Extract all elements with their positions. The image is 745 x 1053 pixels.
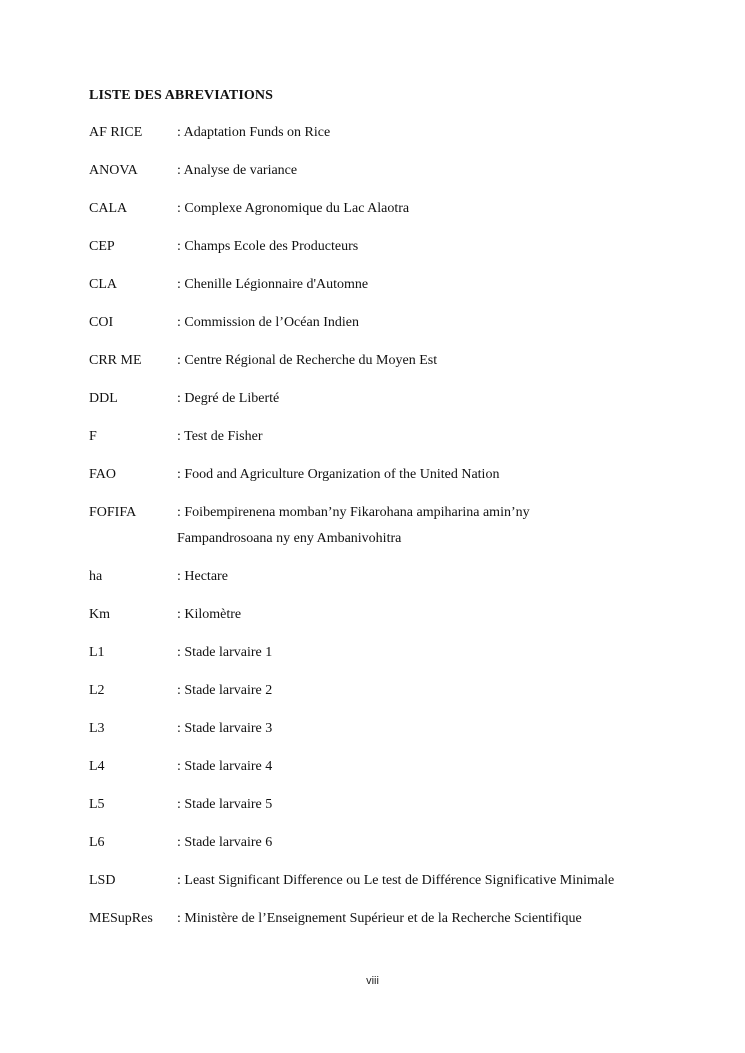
abbreviation-entry bbox=[89, 830, 709, 856]
abbreviation-term: Km bbox=[89, 607, 110, 622]
abbreviation-entry bbox=[89, 424, 709, 450]
abbreviation-entry bbox=[89, 196, 709, 222]
abbreviation-entry bbox=[89, 906, 709, 932]
abbreviation-term: COI bbox=[89, 315, 114, 330]
abbreviation-entry bbox=[89, 462, 709, 488]
abbreviation-entry bbox=[89, 272, 709, 298]
abbreviation-entry bbox=[89, 868, 709, 894]
abbreviation-term: FAO bbox=[89, 467, 116, 482]
abbreviation-term: L4 bbox=[89, 759, 105, 774]
abbreviation-term: CALA bbox=[89, 201, 128, 216]
abbreviation-term: LSD bbox=[89, 873, 116, 888]
abbreviation-definition: : Ministère de l’Enseignement Supérieur et de la Recherche Scientifique bbox=[177, 911, 582, 926]
abbreviation-term: DDL bbox=[89, 391, 118, 406]
abbreviation-definition: : Food and Agriculture Organization of the United Nation bbox=[177, 467, 500, 482]
abbreviation-entry bbox=[89, 678, 709, 704]
abbreviation-definition: : Hectare bbox=[177, 569, 228, 584]
abbreviation-entry bbox=[89, 158, 709, 184]
abbreviation-entry bbox=[89, 716, 709, 742]
abbreviation-entry bbox=[89, 500, 709, 552]
abbreviation-definition: : Stade larvaire 4 bbox=[177, 759, 273, 774]
abbreviation-entry bbox=[89, 792, 709, 818]
abbreviation-term: CLA bbox=[89, 277, 117, 292]
abbreviation-list bbox=[89, 120, 709, 932]
section-heading: LISTE DES ABREVIATIONS bbox=[89, 88, 274, 103]
abbreviation-definition: : Stade larvaire 5 bbox=[177, 797, 273, 812]
abbreviation-term: MESupRes bbox=[89, 911, 153, 926]
abbreviation-term: AF RICE bbox=[89, 125, 143, 140]
abbreviation-definition: : Stade larvaire 1 bbox=[177, 645, 273, 660]
abbreviation-term: L5 bbox=[89, 797, 105, 812]
abbreviation-term: CRR ME bbox=[89, 353, 142, 368]
abbreviation-term: ANOVA bbox=[89, 163, 138, 178]
abbreviation-definition: : Complexe Agronomique du Lac Alaotra bbox=[177, 201, 410, 216]
abbreviation-entry bbox=[89, 754, 709, 780]
abbreviation-term: FOFIFA bbox=[89, 505, 137, 520]
abbreviation-term: F bbox=[89, 429, 97, 444]
abbreviation-definition: : Kilomètre bbox=[177, 607, 242, 622]
abbreviation-definition: : Stade larvaire 6 bbox=[177, 835, 273, 850]
abbreviation-definition: : Degré de Liberté bbox=[177, 391, 280, 406]
abbreviation-definition: : Least Significant Difference ou Le test de Différence Significative Minimale bbox=[177, 873, 615, 888]
abbreviation-term: L3 bbox=[89, 721, 105, 736]
abbreviation-definition: : Test de Fisher bbox=[177, 429, 263, 444]
abbreviation-definition: : Chenille Légionnaire d'Automne bbox=[177, 277, 369, 292]
page-number: viii bbox=[366, 975, 379, 987]
abbreviation-entry bbox=[89, 386, 709, 412]
abbreviation-term: ha bbox=[89, 569, 103, 584]
abbreviation-term: L1 bbox=[89, 645, 105, 660]
abbreviation-definition: : Stade larvaire 3 bbox=[177, 721, 273, 736]
abbreviation-definition: : Champs Ecole des Producteurs bbox=[177, 239, 359, 254]
abbreviation-term: L6 bbox=[89, 835, 105, 850]
abbreviation-entry bbox=[89, 120, 709, 146]
abbreviation-definition: : Adaptation Funds on Rice bbox=[177, 125, 331, 140]
abbreviation-entry bbox=[89, 602, 709, 628]
abbreviation-entry bbox=[89, 234, 709, 260]
abbreviation-entry bbox=[89, 564, 709, 590]
abbreviation-term: CEP bbox=[89, 239, 115, 254]
abbreviation-entry bbox=[89, 640, 709, 666]
abbreviation-definition: : Centre Régional de Recherche du Moyen Est bbox=[177, 353, 438, 368]
abbreviation-definition: : Stade larvaire 2 bbox=[177, 683, 273, 698]
abbreviation-definition: : Commission de l’Océan Indien bbox=[177, 315, 359, 330]
abbreviation-definition: : Foibempirenena momban’ny Fikarohana ampiharina amin’ny Fampandrosoana ny eny Ambanivohitra bbox=[177, 505, 530, 546]
abbreviation-term: L2 bbox=[89, 683, 105, 698]
abbreviation-definition: : Analyse de variance bbox=[177, 163, 298, 178]
abbreviation-entry bbox=[89, 348, 709, 374]
abbreviation-entry bbox=[89, 310, 709, 336]
